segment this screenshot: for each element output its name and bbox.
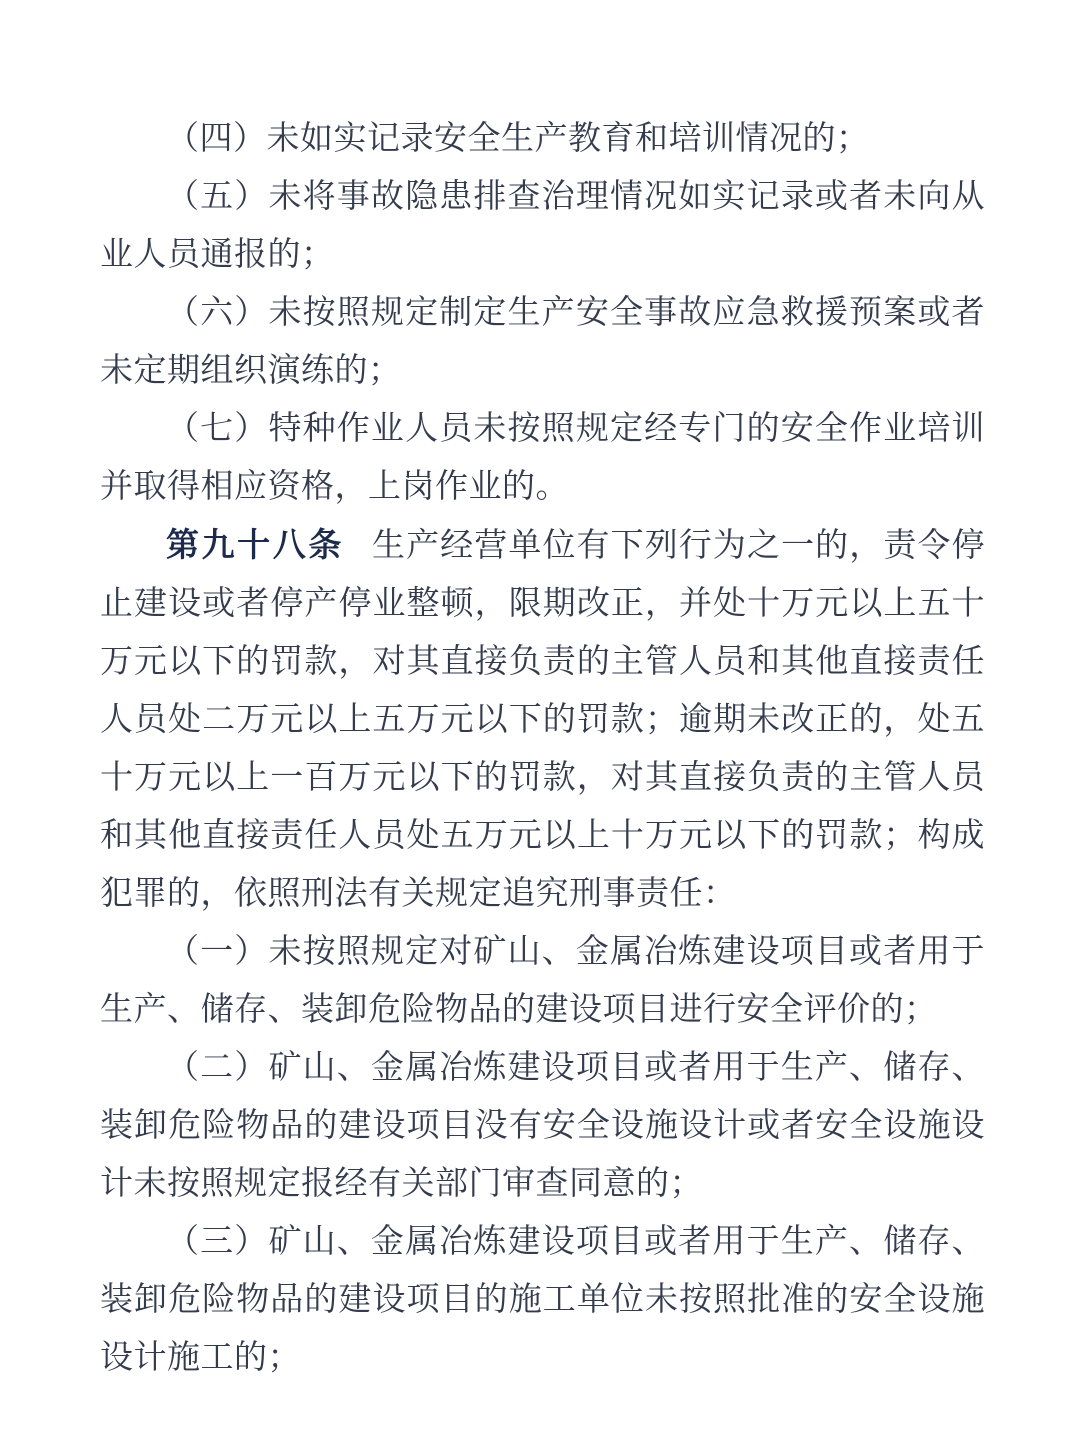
paragraph-text: 生产经营单位有下列行为之一的，责令停止建设或者停产停业整顿，限期改正，并处十万元以上五十万元以下的罚款，对其直接负责的主管人员和其他直接责任人员处二万元以上五万元以下的罚款；逾期未改正的，处五十万元以上一百万元以下的罚款，对其直接负责的主管人员和其他直接责任人员处五万元以上十万元以下的罚款；构成犯罪的，依照刑法有关规定追究刑事责任：: [100, 528, 986, 912]
paragraph-text: （一）未按照规定对矿山、金属冶炼建设项目或者用于生产、储存、装卸危险物品的建设项目进行安全评价的；: [100, 934, 985, 1028]
paragraph-text: （六）未按照规定制定生产安全事故应急救援预案或者未定期组织演练的；: [100, 295, 985, 389]
article-number: 第九十八条: [166, 526, 344, 563]
paragraph-text: （七）特种作业人员未按照规定经专门的安全作业培训并取得相应资格，上岗作业的。: [100, 411, 985, 505]
paragraph: [100, 923, 985, 1039]
document-body: [100, 110, 985, 1387]
paragraph-text: （三）矿山、金属冶炼建设项目或者用于生产、储存、装卸危险物品的建设项目的施工单位未按照批准的安全设施设计施工的；: [100, 1224, 985, 1376]
paragraph: [100, 1039, 985, 1213]
paragraph: [100, 400, 985, 516]
paragraph-text: （五）未将事故隐患排查治理情况如实记录或者未向从业人员通报的；: [100, 179, 985, 273]
paragraph-text: （二）矿山、金属冶炼建设项目或者用于生产、储存、装卸危险物品的建设项目没有安全设施设计或者安全设施设计未按照规定报经有关部门审查同意的；: [100, 1050, 985, 1202]
paragraph: [100, 110, 985, 168]
paragraph: [100, 284, 985, 400]
paragraph: [100, 1213, 985, 1387]
paragraph-text: （四）未如实记录安全生产教育和培训情况的；: [166, 121, 870, 157]
paragraph: [100, 168, 985, 284]
paragraph: [100, 516, 985, 923]
